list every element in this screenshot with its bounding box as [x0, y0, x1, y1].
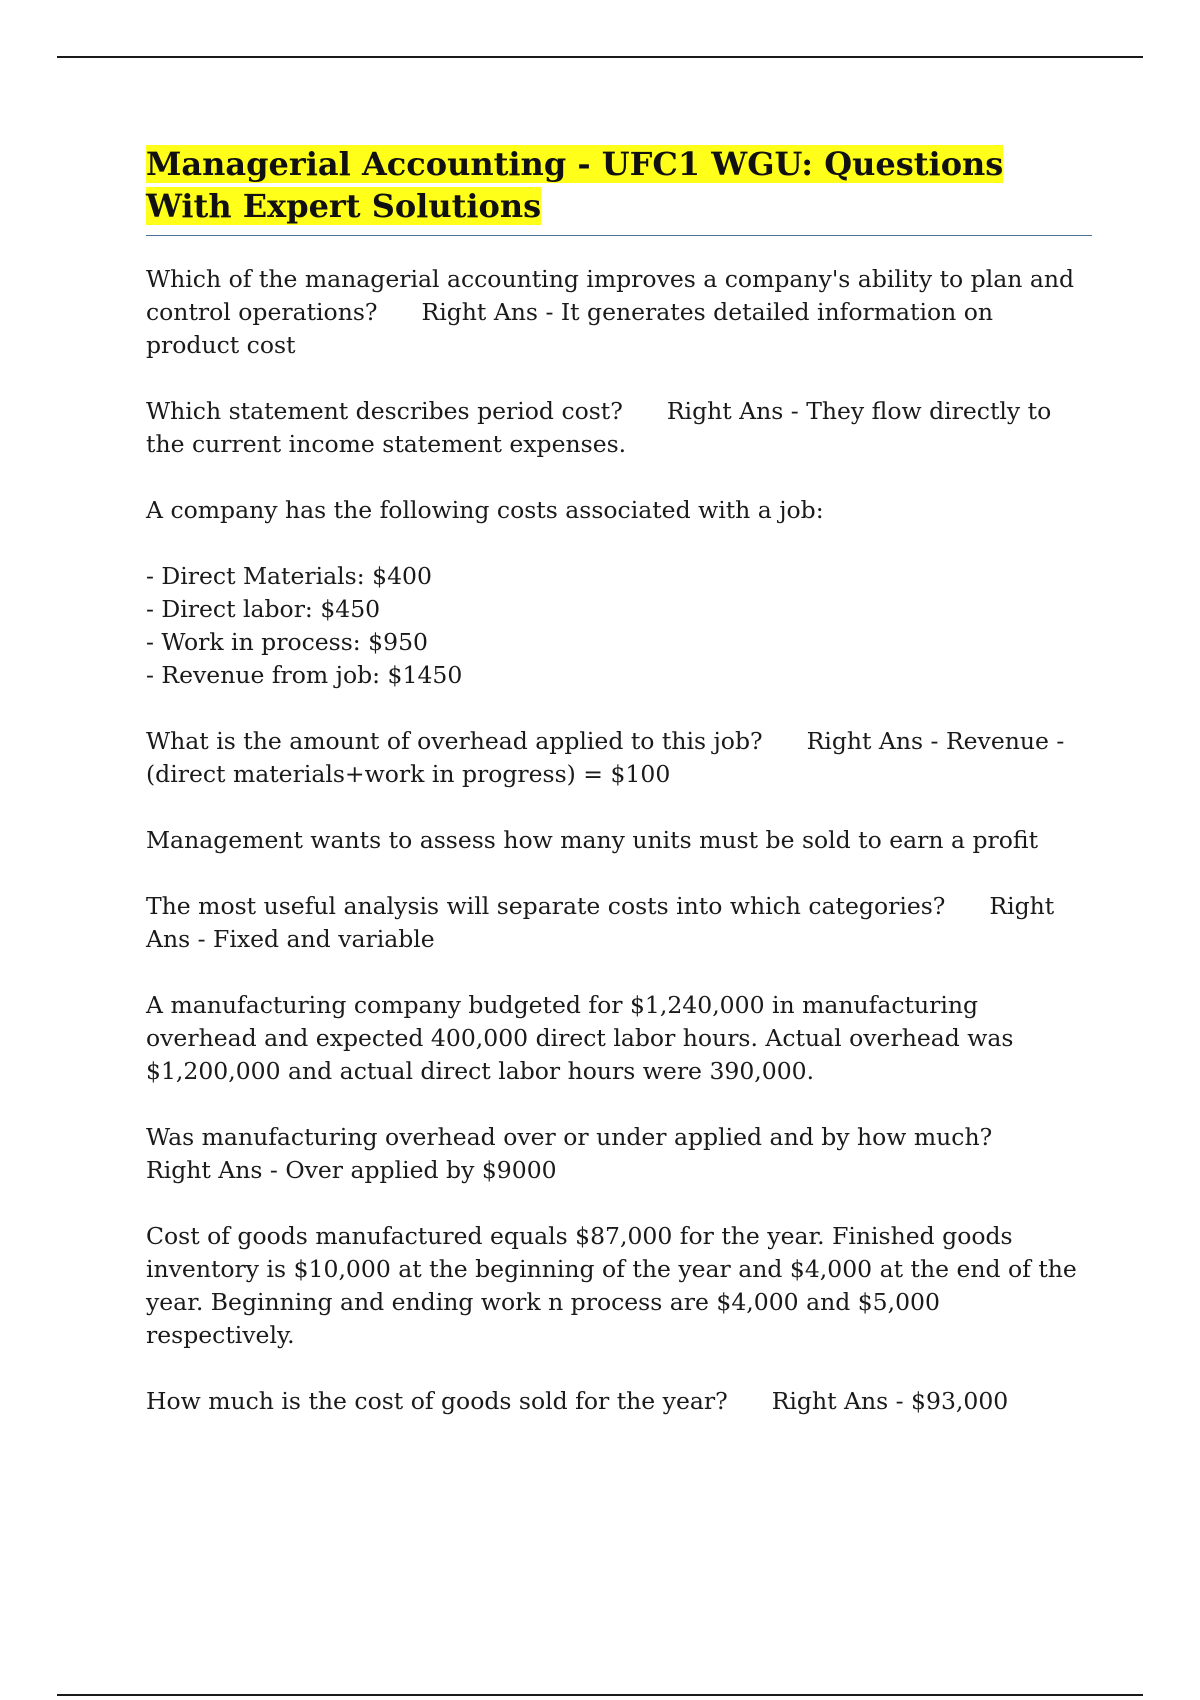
question-text: What is the amount of overhead applied to this job?	[146, 727, 763, 755]
qa-item	[146, 1121, 1092, 1187]
qa-item	[146, 395, 1092, 461]
list-item: - Work in process: $950	[146, 628, 428, 656]
header-rule	[57, 56, 1143, 58]
list-item: - Revenue from job: $1450	[146, 661, 463, 689]
document-body	[146, 143, 1092, 1451]
qa-list	[146, 263, 1092, 1418]
answer-text: Right Ans - Revenue - (direct materials+work in progress) = $100	[146, 727, 1065, 788]
footer-rule	[57, 1694, 1143, 1696]
paragraph: A company has the following costs associated with a job:	[146, 496, 824, 524]
list-item: - Direct labor: $450	[146, 595, 381, 623]
answer-text: Right Ans - It generates detailed information on product cost	[146, 298, 994, 359]
answer-text: Right Ans - $93,000	[771, 1387, 1009, 1415]
question-text: The most useful analysis will separate costs into which categories?	[146, 892, 946, 920]
paragraph: Management wants to assess how many units must be sold to earn a profit	[146, 826, 1039, 854]
question-text: Was manufacturing overhead over or under applied and by how much?	[146, 1123, 993, 1151]
list-item: - Direct Materials: $400	[146, 562, 432, 590]
answer-text: Right Ans - They flow directly to the current income statement expenses.	[146, 397, 1052, 458]
paragraph: A manufacturing company budgeted for $1,240,000 in manufacturing overhead and expected 400,000 direct labor hours. Actual overhead was $1,200,000 and actual direct labor hours were 390,000.	[146, 991, 1014, 1085]
question-text: How much is the cost of goods sold for the year?	[146, 1387, 728, 1415]
document-title	[146, 143, 1092, 236]
paragraph: Cost of goods manufactured equals $87,000 for the year. Finished goods inventory is $10,000 at the beginning of the year and $4,000 at the end of the year. Beginning and ending work n process are $4,000 and $5,000 respectively.	[146, 1222, 1077, 1349]
qa-item	[146, 1385, 1092, 1418]
qa-item	[146, 725, 1092, 791]
title-highlight: Managerial Accounting - UFC1 WGU: Questions With Expert Solutions	[146, 145, 1004, 225]
question-text: Which statement describes period cost?	[146, 397, 623, 425]
answer-text: Right Ans - Over applied by $9000	[146, 1156, 557, 1184]
answer-text: Right Ans - Fixed and variable	[146, 892, 1055, 953]
cost-list	[146, 560, 1092, 692]
question-text: Which of the managerial accounting improves a company's ability to plan and control operations?	[146, 265, 1075, 326]
qa-item	[146, 263, 1092, 362]
qa-item	[146, 890, 1092, 956]
